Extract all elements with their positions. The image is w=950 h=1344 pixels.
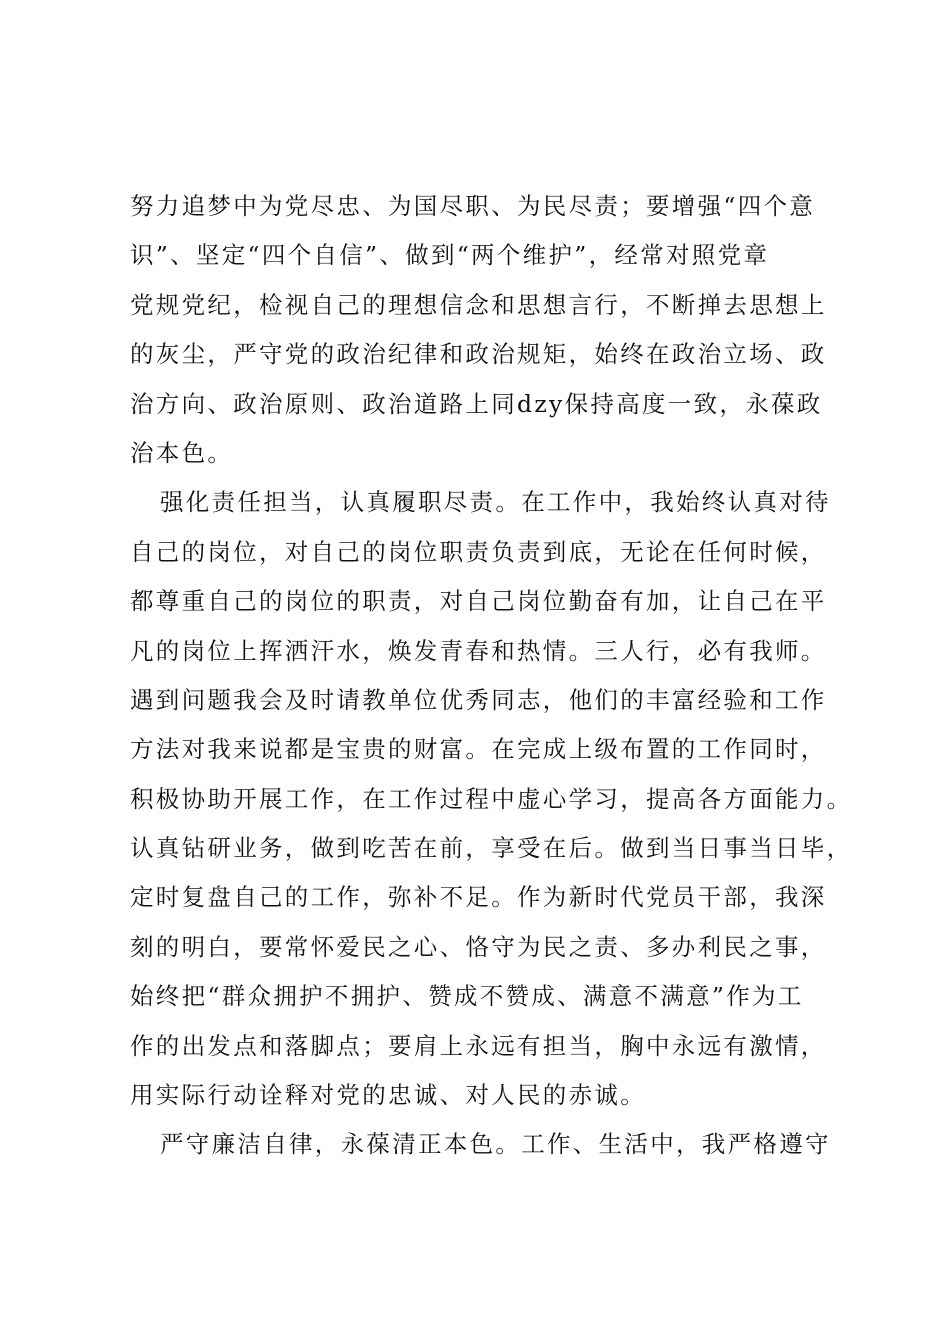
text-line: 遇到问题我会及时请教单位优秀同志，他们的丰富经验和工作 [130,685,827,714]
text-line: 努力追梦中为党尽忠、为国尽职、为民尽责；要增强“四个意 [130,192,816,220]
text-line: 自己的岗位，对自己的岗位职责负责到底，无论在任何时候， [130,537,827,566]
paragraph-start-line: 强化责任担当，认真履职尽责。在工作中，我始终认真对待 [160,488,831,517]
text-line: 的灰尘，严守党的政治纪律和政治规矩，始终在政治立场、政 [130,340,827,369]
paragraph-start-line: 严守廉洁自律，永葆清正本色。工作、生活中，我严格遵守 [160,1130,831,1159]
text-line: 用实际行动诠释对党的忠诚、对人民的赤诚。 [130,1081,646,1110]
body-text [130,182,860,1170]
text-line: 党规党纪，检视自己的理想信念和思想言行，不断掸去思想上 [130,290,827,319]
text-line: 定时复盘自己的工作，弥补不足。作为新时代党员干部，我深 [130,883,827,912]
text-line: 认真钻研业务，做到吃苦在前，享受在后。做到当日事当日毕， [130,834,853,863]
text-line: 方法对我来说都是宝贵的财富。在完成上级布置的工作同时， [130,735,827,764]
text-line: 识”、坚定“四个自信”、做到“两个维护”，经常对照党章 [130,241,770,270]
text-line: 凡的岗位上挥洒汗水，焕发青春和热情。三人行，必有我师。 [130,636,827,665]
text-line: 刻的明白，要常怀爱民之心、恪守为民之责、多办利民之事， [130,932,827,961]
text-line: 治方向、政治原则、政治道路上同dzy保持高度一致，永葆政 [130,389,823,418]
text-line: 都尊重自己的岗位的职责，对自己岗位勤奋有加，让自己在平 [130,587,827,616]
text-line: 始终把“群众拥护不拥护、赞成不赞成、满意不满意”作为工 [130,982,804,1011]
text-line: 作的出发点和落脚点；要肩上永远有担当，胸中永远有激情， [130,1031,827,1060]
text-line: 治本色。 [130,438,234,467]
text-line: 积极协助开展工作，在工作过程中虚心学习，提高各方面能力。 [130,784,853,813]
